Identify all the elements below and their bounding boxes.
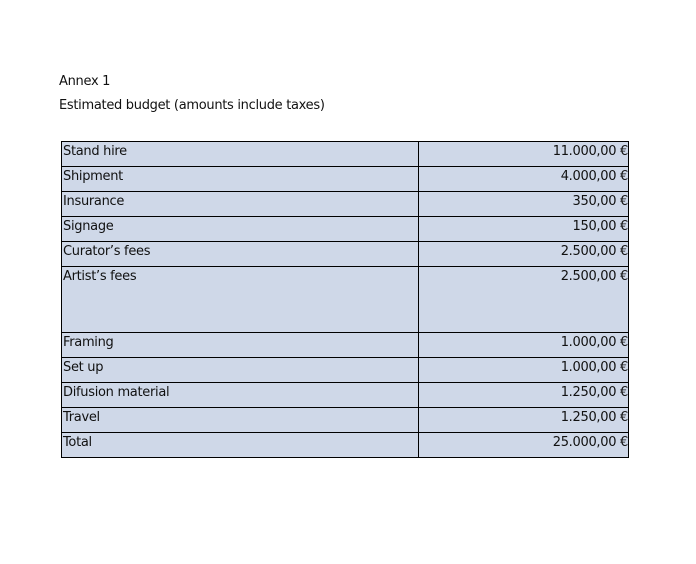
amount-cell: 1.000,00 € xyxy=(419,333,629,358)
amount-cell: 11.000,00 € xyxy=(419,142,629,167)
amount-cell: 150,00 € xyxy=(419,217,629,242)
total-amount: 25.000,00 € xyxy=(419,433,629,458)
item-cell: Curator’s fees xyxy=(62,242,419,267)
amount-cell: 1.250,00 € xyxy=(419,383,629,408)
item-cell: Shipment xyxy=(62,167,419,192)
budget-title: Estimated budget (amounts include taxes) xyxy=(59,98,325,113)
table-row xyxy=(62,358,629,383)
item-cell: Stand hire xyxy=(62,142,419,167)
item-cell: Travel xyxy=(62,408,419,433)
table-row xyxy=(62,333,629,358)
table-row xyxy=(62,242,629,267)
total-row xyxy=(62,433,629,458)
amount-cell: 350,00 € xyxy=(419,192,629,217)
amount-cell: 1.250,00 € xyxy=(419,408,629,433)
total-label: Total xyxy=(62,433,419,458)
item-cell: Artist’s fees xyxy=(62,267,419,333)
item-cell: Set up xyxy=(62,358,419,383)
table-row xyxy=(62,217,629,242)
item-cell: Framing xyxy=(62,333,419,358)
amount-cell: 2.500,00 € xyxy=(419,267,629,333)
table-row xyxy=(62,408,629,433)
budget-table xyxy=(61,141,629,458)
amount-cell: 2.500,00 € xyxy=(419,242,629,267)
table-row xyxy=(62,142,629,167)
amount-cell: 4.000,00 € xyxy=(419,167,629,192)
table-row xyxy=(62,167,629,192)
table-row xyxy=(62,383,629,408)
amount-cell: 1.000,00 € xyxy=(419,358,629,383)
table-row xyxy=(62,192,629,217)
item-cell: Signage xyxy=(62,217,419,242)
item-cell: Insurance xyxy=(62,192,419,217)
annex-label: Annex 1 xyxy=(59,74,111,89)
table-row xyxy=(62,267,629,333)
item-cell: Difusion material xyxy=(62,383,419,408)
